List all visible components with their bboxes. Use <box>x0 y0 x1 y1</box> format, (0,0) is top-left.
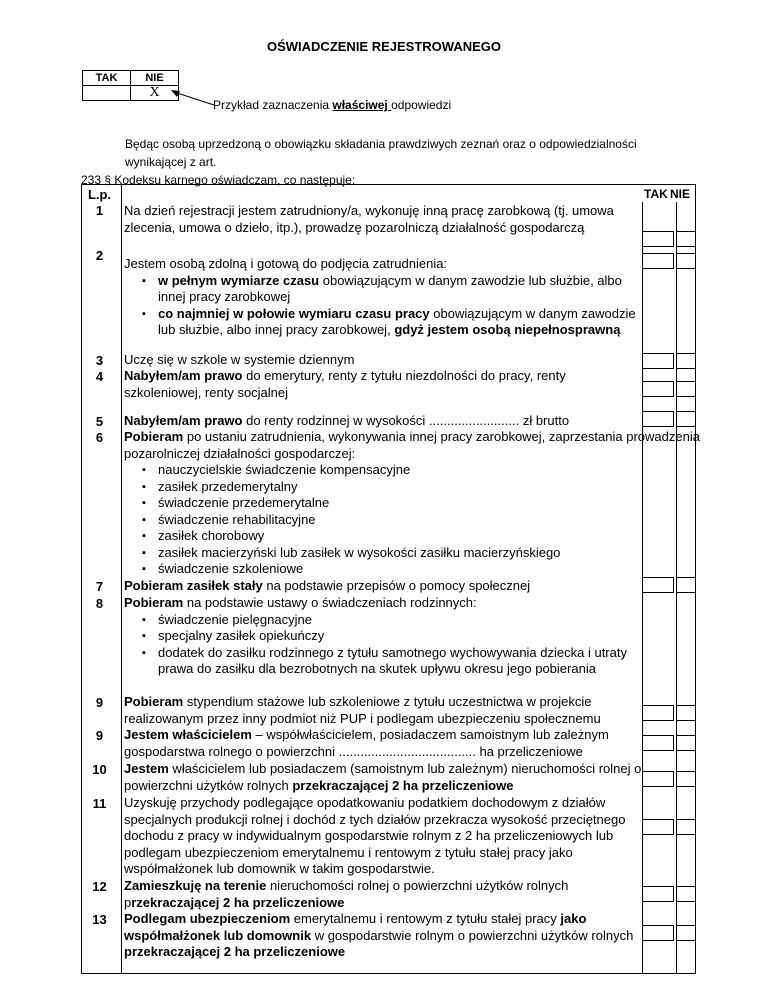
nie-header: NIE <box>670 187 691 201</box>
caption-text: Przykład zaznaczenia <box>213 98 333 112</box>
bold-text: jako współmałżonek lub domownik <box>124 911 587 943</box>
row-number: 3 <box>95 353 104 368</box>
row-10-text <box>124 761 644 794</box>
row-13-tak-checkbox[interactable] <box>642 925 674 941</box>
row-9a-text <box>124 694 644 727</box>
list-item <box>124 306 644 339</box>
bold-text: przekraczającej 2 ha przeliczeniowe <box>124 944 346 959</box>
bold-text: Pobieram <box>124 429 184 444</box>
row-number: 4 <box>95 369 104 384</box>
row-3-nie-checkbox[interactable] <box>676 353 696 369</box>
row-13-text <box>124 911 644 961</box>
row-2-tak-checkbox[interactable] <box>642 253 674 269</box>
bold-text: Nabyłem/am prawo <box>124 413 243 428</box>
intro-line-1: Będąc osobą uprzedzoną o obowiązku składania prawdziwych zeznań oraz o odpowiedzialności wynikającej z art. <box>125 137 637 169</box>
row-12-text <box>124 878 644 911</box>
lp-header: L.p. <box>87 187 112 202</box>
text: – współwłaścicielem, posiadaczem samoistnym lub zależnym gospodarstwa rolnego o powierzchni ...................................... ha przeliczeniowe <box>124 727 609 759</box>
row-3-tak-checkbox[interactable] <box>642 353 674 369</box>
example-nie-mark: X <box>131 86 179 101</box>
bold-text: Zamieszkuję na terenie <box>124 878 267 893</box>
declaration-table <box>81 184 700 974</box>
text: po ustaniu zatrudnienia, wykonywania innej pracy zarobkowej, zaprzestania prowadzenia pozarolniczej działalności gospodarczej: <box>124 429 700 461</box>
row-number: 1 <box>95 203 104 218</box>
row-12-tak-checkbox[interactable] <box>642 886 674 902</box>
row-number: 7 <box>95 579 104 594</box>
row-9b-tak-checkbox[interactable] <box>642 735 674 751</box>
bold-text: Pobieram <box>124 595 184 610</box>
row-10-nie-checkbox[interactable] <box>676 771 696 787</box>
row-4-nie-checkbox[interactable] <box>676 381 696 397</box>
bold-text: Podlegam ubezpieczeniom <box>124 911 291 926</box>
row-4-text <box>124 368 644 401</box>
text: na podstawie przepisów o pomocy społecznej <box>262 578 531 593</box>
row-7-text <box>124 578 644 595</box>
row-number: 5 <box>95 414 104 429</box>
row-5-nie-checkbox[interactable] <box>676 411 696 427</box>
row-13-nie-checkbox[interactable] <box>676 925 696 941</box>
bold-text: co najmniej w połowie wymiaru czasu pracy <box>158 305 430 321</box>
row-11-text: Uzyskuję przychody podlegające opodatkowaniu podatkiem dochodowym z działów specjalnych produkcji rolnej i dochód z tych działów przekracza wysokość przeciętnego dochodu z pracy w indywidualnym gospodarstwie rolnym z 2 ha przeliczeniowych lub podlegam ubezpieczeniom emerytalnemu i rentowym z tytułu stałej pracy jako współmałżonek lub domownik w takim gospodarstwie. <box>124 795 626 876</box>
row-number: 8 <box>95 596 104 611</box>
example-tak-cell <box>83 86 131 101</box>
bold-text: gdyż jestem osobą niepełnosprawną <box>394 322 621 337</box>
list-item: ▪ zasiłek przedemerytalny <box>124 479 744 496</box>
text: właścicielem lub posiadaczem (samoistnym lub zależnym) nieruchomości rolnej o powierzchni użytków rolnych <box>124 761 642 793</box>
row-number: 13 <box>92 912 107 927</box>
list-item: ▪ zasiłek macierzyński lub zasiłek w wysokości zasiłku macierzyńskiego <box>124 545 744 562</box>
row-9b-nie-checkbox[interactable] <box>676 735 696 751</box>
column-divider <box>121 185 122 973</box>
row-6-text <box>124 429 744 578</box>
row-9a-nie-checkbox[interactable] <box>676 705 696 721</box>
row-number: 9 <box>95 728 104 743</box>
row-7-tak-checkbox[interactable] <box>642 577 674 593</box>
row-11-tak-checkbox[interactable] <box>642 819 674 835</box>
list-item: ▪ zasiłek chorobowy <box>124 528 744 545</box>
row-8-text <box>124 595 644 678</box>
list-item: ▪ świadczenie rehabilitacyjne <box>124 512 744 529</box>
example-nie-header: NIE <box>131 71 179 86</box>
bold-text: Jestem właścicielem <box>124 727 252 742</box>
bold-text: Jestem <box>124 761 169 776</box>
row-3-text: Uczę się w szkole w systemie dziennym <box>124 352 355 367</box>
row-1-text: Na dzień rejestracji jestem zatrudniony/a, wykonuję inną pracę zarobkową (tj. umowa zlecenia, umowa o dzieło, itp.), prowadzę pozarolniczą działalność gospodarczą <box>124 203 614 235</box>
row-5-tak-checkbox[interactable] <box>642 411 674 427</box>
text: w gospodarstwie rolnym o powierzchni użytków rolnych <box>311 927 634 943</box>
row-10-tak-checkbox[interactable] <box>642 771 674 787</box>
row-7-nie-checkbox[interactable] <box>676 577 696 593</box>
document-title: OŚWIADCZENIE REJESTROWANEGO <box>266 39 502 54</box>
text: obowiązującym w danym zawodzie lub służbie, albo innej pracy zarobkowej, <box>158 305 636 337</box>
list-item: ▪ dodatek do zasiłku rodzinnego z tytułu samotnego wychowywania dziecka i utraty prawa do zasiłku dla bezrobotnych na skutek upływu okresu jego pobierania <box>124 645 644 678</box>
row-number: 10 <box>92 762 107 777</box>
text: nieruchomości rolnej o powierzchni użytków rolnych p <box>124 878 569 910</box>
row-2-lead: Jestem osobą zdolną i gotową do podjęcia zatrudnienia: <box>124 256 448 271</box>
row-number: 11 <box>92 796 107 811</box>
text: emerytalnemu i rentowym z tytułu stałej pracy <box>290 911 561 926</box>
bold-text: Pobieram zasiłek stały <box>124 578 263 593</box>
tak-header: TAK <box>644 187 668 201</box>
list-item: ▪ specjalny zasiłek opiekuńczy <box>124 628 644 645</box>
list-item: ▪ świadczenie szkoleniowe <box>124 561 744 578</box>
row-number: 2 <box>95 248 104 263</box>
row-1-tak-checkbox[interactable] <box>642 231 674 247</box>
row-9b-text <box>124 727 644 760</box>
list-item <box>124 273 644 306</box>
row-number: 9 <box>95 695 104 710</box>
row-number: 6 <box>95 430 104 445</box>
row-4-tak-checkbox[interactable] <box>642 381 674 397</box>
row-12-nie-checkbox[interactable] <box>676 886 696 902</box>
example-answer-table <box>82 70 179 101</box>
bold-text: w pełnym wymiarze czasu <box>158 272 320 288</box>
row-11-nie-checkbox[interactable] <box>676 819 696 835</box>
row-2-nie-checkbox[interactable] <box>676 253 696 269</box>
text: stypendium stażowe lub szkoleniowe z tytułu uczestnictwa w projekcie realizowanym przez inny podmiot niż PUP i podlegam ubezpieczeniu społecznemu <box>124 694 601 726</box>
text: do renty rodzinnej w wysokości ......................... zł brutto <box>242 413 570 428</box>
text: do emerytury, renty z tytułu niezdolności do pracy, renty szkoleniowej, renty socjalnej <box>124 368 566 400</box>
row-1-nie-checkbox[interactable] <box>676 231 696 247</box>
row-number: 12 <box>92 879 107 894</box>
bold-text: przekraczającej 2 ha przeliczeniowe <box>292 777 514 793</box>
bold-text: rzekraczającej 2 ha przeliczeniowe <box>131 894 345 910</box>
bold-text: Pobieram <box>124 694 184 709</box>
intro-line-2: 233 § Kodeksu karnego oświadczam, co następuje: <box>81 173 356 187</box>
text: na podstawie ustawy o świadczeniach rodzinnych: <box>183 595 477 610</box>
list-item: ▪ świadczenie pielęgnacyjne <box>124 612 644 629</box>
list-item: ▪ świadczenie przedemerytalne <box>124 495 744 512</box>
list-item: ▪ nauczycielskie świadczenie kompensacyjne <box>124 462 744 479</box>
caption-bold: właściwej <box>332 98 392 112</box>
example-caption <box>213 98 451 112</box>
row-5-text <box>124 413 644 430</box>
pointer-arrow-icon <box>168 86 218 108</box>
caption-text-end: odpowiedzi <box>391 98 452 112</box>
row-9a-tak-checkbox[interactable] <box>642 705 674 721</box>
intro-statement <box>81 135 701 189</box>
row-2-text <box>124 256 644 339</box>
example-tak-header: TAK <box>83 71 131 86</box>
bold-text: Nabyłem/am prawo <box>124 368 243 383</box>
text: obowiązującym w danym zawodzie lub służbie, albo innej pracy zarobkowej <box>158 272 622 304</box>
